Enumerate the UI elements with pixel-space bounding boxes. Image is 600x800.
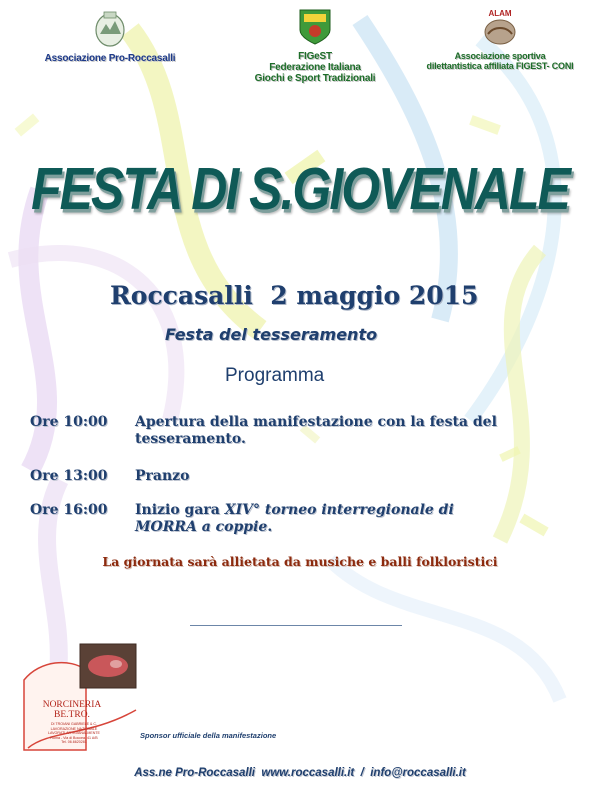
alam-logo-text: ALAM <box>488 9 512 18</box>
alam-line1: Associazione sportiva <box>454 51 546 61</box>
sponsor-detail-line: LAVORATI ARTIGIANALMENTE <box>48 731 100 735</box>
schedule-text-end: . <box>267 519 273 535</box>
pro-roccasalli-emblem-icon <box>92 8 128 48</box>
program-heading: Programma <box>225 365 325 386</box>
event-date-location: Roccasalli 2 maggio 2015 <box>110 281 479 310</box>
org-pro-roccasalli: Associazione Pro-Roccasalli <box>44 53 176 64</box>
schedule-item <box>30 502 575 536</box>
footer-contacts: Ass.ne Pro-Roccasalli www.roccasalli.it / info@roccasalli.it <box>134 767 466 779</box>
schedule-text: Apertura della manifestazione con la festa del tesseramento. <box>135 414 497 447</box>
header-center-block <box>235 8 395 84</box>
sponsor-detail-line: LAVORAZIONE NAZIONALE <box>50 726 98 731</box>
event-type: Festa del tesseramento <box>165 325 378 344</box>
sponsor-name <box>22 700 122 720</box>
schedule-time: Ore 10:00 <box>30 414 108 430</box>
figest-line1: Federazione Italiana <box>269 62 361 73</box>
schedule-time: Ore 16:00 <box>30 502 108 518</box>
schedule-item <box>30 468 575 485</box>
sponsor-detail-line: Tel. 06.6620281 <box>61 740 87 744</box>
alam-logo-icon <box>480 8 520 46</box>
figest-line2: Giochi e Sport Tradizionali <box>254 73 376 84</box>
schedule-text <box>135 502 575 536</box>
schedule-text-plain: Inizio gara <box>135 502 225 518</box>
sponsor-detail-line: Roma - Via di Boccea, 41 A/B <box>50 735 98 740</box>
header-left-block <box>20 8 200 64</box>
schedule-text-emphasis: XIV° torneo interregionale di <box>224 502 454 518</box>
alam-line2: dilettantistica affiliata FIGEST- CONI <box>426 61 574 71</box>
figest-acronym: FIGeST <box>298 51 332 62</box>
sponsor-detail-line: DI TROIANI GABRIELE & C. <box>50 722 98 726</box>
sponsor-name-line1: NORCINERIA <box>42 700 102 710</box>
schedule-time: Ore 13:00 <box>30 468 108 484</box>
sponsor-details <box>24 722 124 745</box>
header-right-block <box>405 8 595 71</box>
schedule-text-emphasis: MORRA a coppie <box>135 519 268 535</box>
figest-shield-icon <box>298 8 332 46</box>
divider <box>190 625 402 626</box>
sponsor-caption: Sponsor ufficiale della manifestazione <box>140 731 277 740</box>
event-note: La giornata sarà allietata da musiche e balli folkloristici <box>102 554 498 569</box>
schedule-text: Pranzo <box>135 468 190 484</box>
sponsor-name-line2: BE.TRO. <box>54 710 90 720</box>
schedule-item <box>30 414 575 448</box>
event-title: FESTA DI S.GIOVENALE <box>31 155 569 223</box>
